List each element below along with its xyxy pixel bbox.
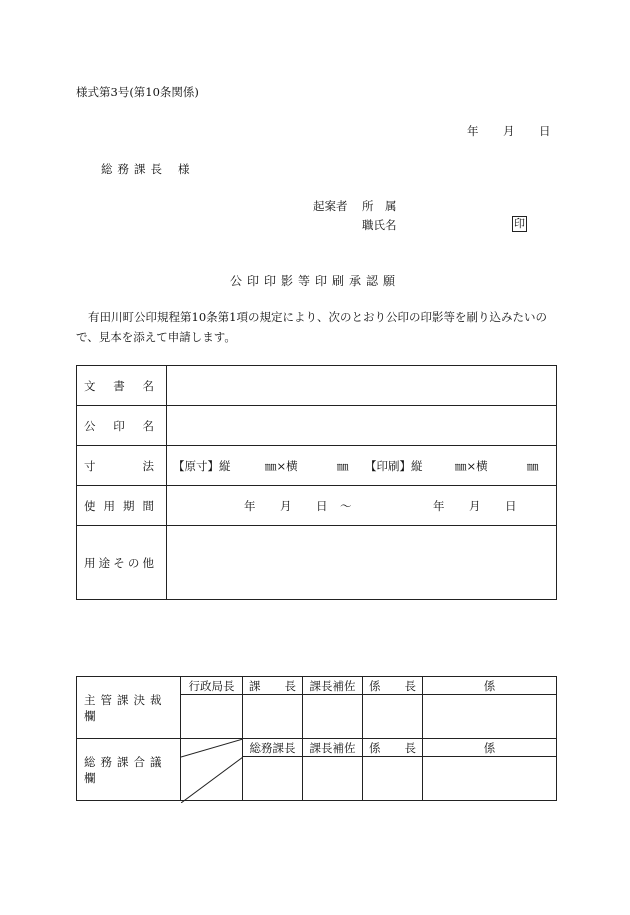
- body-text: 有田川町公印規程第10条第1項の規定により、次のとおり公印の印影等を刷り込みたいので、見本を添えて申請します。: [76, 310, 547, 344]
- approval-header: 係 長: [363, 677, 423, 695]
- diagonal-strike: [181, 739, 243, 803]
- period-start-month: 月: [280, 498, 292, 513]
- table-row: [77, 526, 557, 600]
- period-end-month: 月: [469, 498, 481, 513]
- approval-stamp-cell[interactable]: [243, 695, 303, 739]
- period-tilde: ～: [340, 498, 352, 513]
- approval-table: [76, 676, 557, 801]
- diagonal-blank-cell: [181, 739, 243, 801]
- period-label: 使 用 期 間: [77, 486, 167, 526]
- seal-name-field[interactable]: [167, 406, 557, 446]
- form-number: 様式第3号(第10条関係): [76, 85, 199, 99]
- general-affairs-consult-label: 総務課合議欄: [77, 739, 181, 801]
- document-name-label: 文 書 名: [77, 366, 167, 406]
- size-printed-mm-x: ㎜×横: [455, 458, 488, 473]
- affiliation-label: 所 属: [362, 199, 397, 213]
- table-row: [77, 677, 557, 695]
- period-start-year: 年: [244, 498, 256, 513]
- document-title: 公印印影等印刷承認願: [230, 274, 401, 288]
- size-label: 寸 法: [77, 446, 167, 486]
- addressee-honorific: 様: [178, 162, 190, 176]
- approval-header: 課 長: [243, 677, 303, 695]
- seal-mark: 印: [514, 217, 525, 230]
- consult-header: 係 長: [363, 739, 423, 757]
- consult-header: 係: [423, 739, 557, 757]
- table-row: [77, 406, 557, 446]
- consult-stamp-cell[interactable]: [303, 757, 363, 801]
- size-original-label: 【原寸】縦: [173, 458, 231, 473]
- name-label: 職氏名: [362, 218, 397, 232]
- consult-header: 課長補佐: [303, 739, 363, 757]
- size-original-mm-x: ㎜×横: [265, 458, 298, 473]
- other-purpose-label: 用 途 そ の 他: [77, 526, 167, 600]
- period-field[interactable]: [167, 486, 557, 526]
- approval-stamp-cell[interactable]: [303, 695, 363, 739]
- main-table: [76, 365, 557, 600]
- approval-stamp-cell[interactable]: [363, 695, 423, 739]
- table-row: [77, 366, 557, 406]
- approval-stamp-cell[interactable]: [181, 695, 243, 739]
- size-printed-mm: ㎜: [527, 458, 539, 473]
- consult-stamp-cell[interactable]: [423, 757, 557, 801]
- table-row: [77, 486, 557, 526]
- approval-header: 係: [423, 677, 557, 695]
- period-end-year: 年: [433, 498, 445, 513]
- approval-header: 行政局長: [181, 677, 243, 695]
- document-name-field[interactable]: [167, 366, 557, 406]
- approval-stamp-cell[interactable]: [423, 695, 557, 739]
- consult-stamp-cell[interactable]: [243, 757, 303, 801]
- addressee: 総務課長: [101, 162, 167, 176]
- consult-stamp-cell[interactable]: [363, 757, 423, 801]
- date-month: 月: [503, 124, 515, 138]
- consult-header: 総務課長: [243, 739, 303, 757]
- date-day: 日: [539, 124, 551, 138]
- drafter-label: 起案者: [313, 199, 348, 213]
- size-printed-label: 【印刷】縦: [365, 458, 423, 473]
- approval-header: 課長補佐: [303, 677, 363, 695]
- date-year: 年: [467, 124, 479, 138]
- seal-name-label: 公 印 名: [77, 406, 167, 446]
- main-dept-approval-label: 主管課決裁欄: [77, 677, 181, 739]
- period-end-day: 日: [505, 498, 517, 513]
- period-start-day: 日: [316, 498, 328, 513]
- size-original-mm: ㎜: [337, 458, 349, 473]
- size-field[interactable]: [167, 446, 557, 486]
- table-row: [77, 739, 557, 757]
- table-row: [77, 446, 557, 486]
- other-purpose-field[interactable]: [167, 526, 557, 600]
